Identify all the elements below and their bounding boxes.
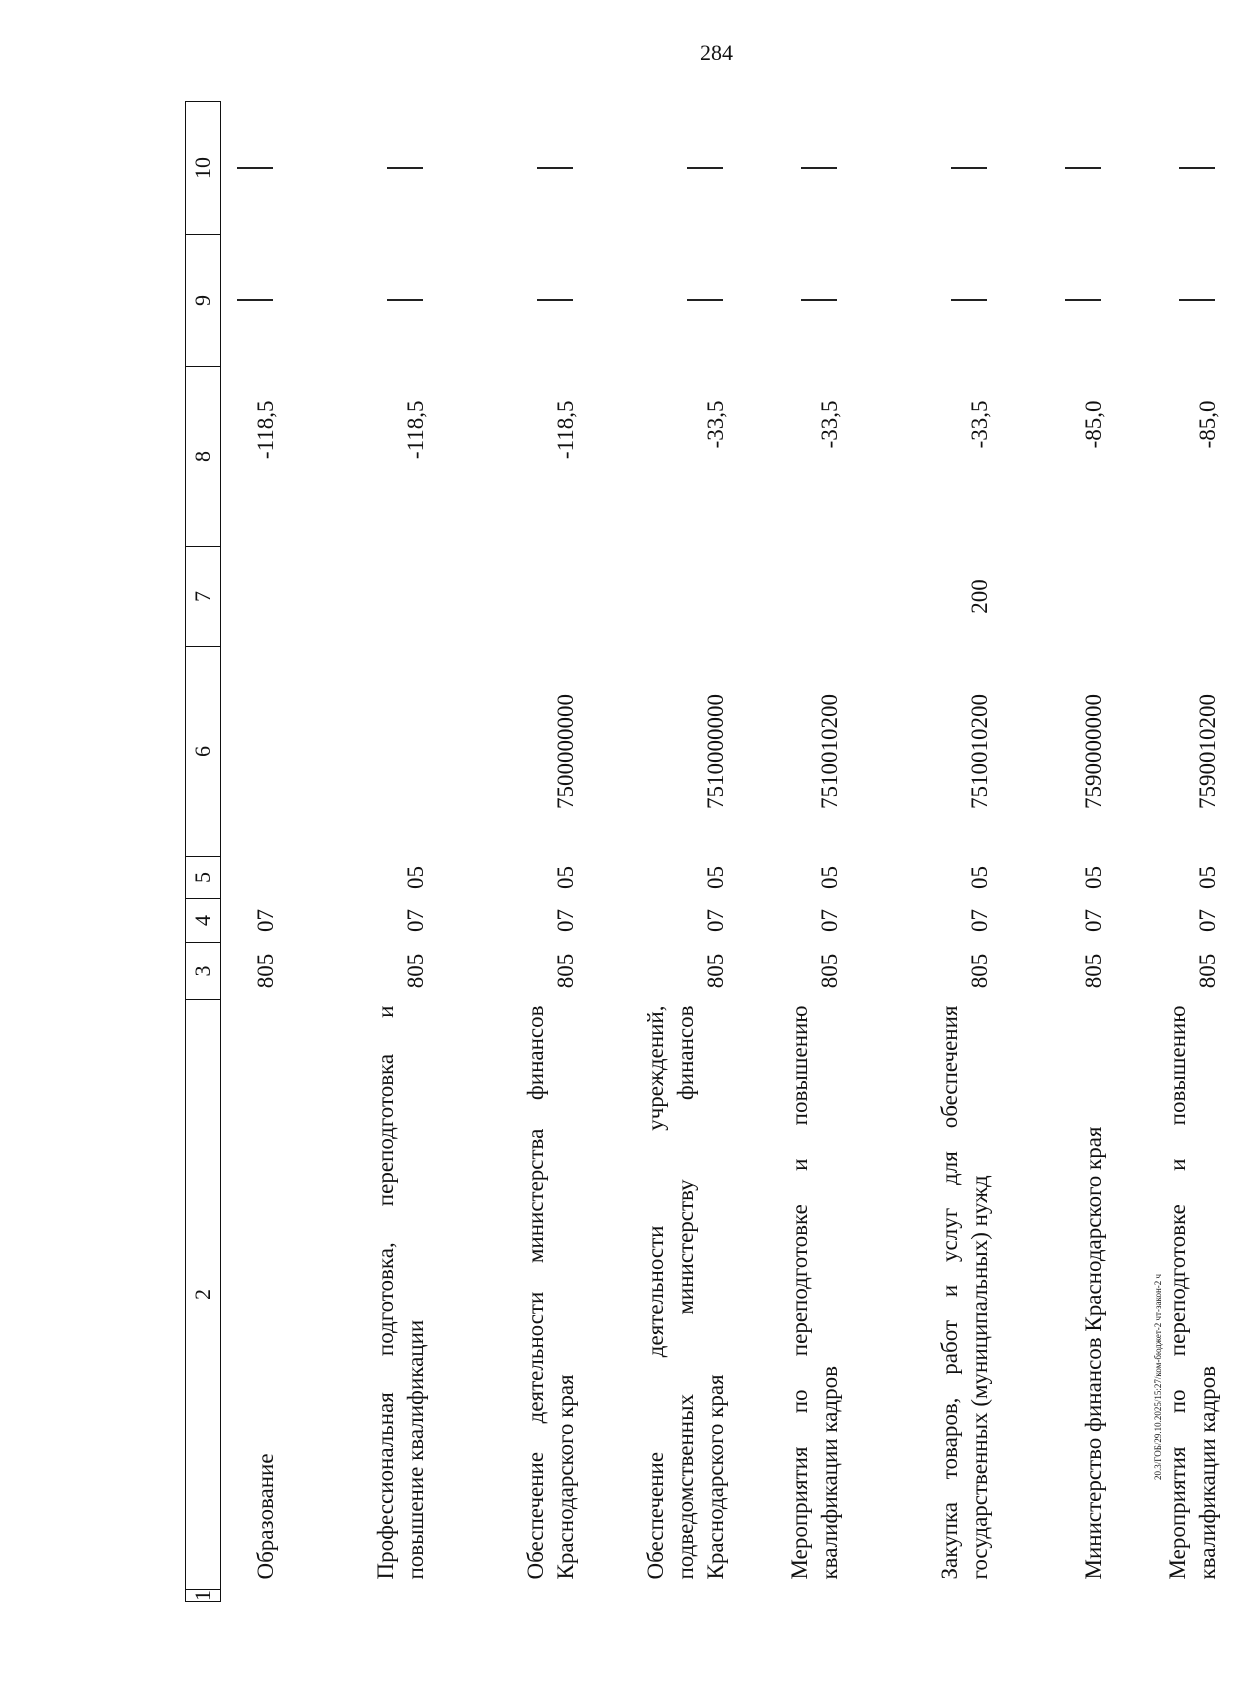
cell-c8: -118,5 — [403, 400, 429, 460]
cell-c3: 805 — [817, 953, 843, 989]
cell-c7 — [221, 547, 292, 647]
cell-c7: 200 — [967, 579, 993, 614]
col9-cell — [1005, 235, 1119, 367]
cell-c7 — [591, 547, 741, 647]
cell-c5: 05 — [817, 866, 843, 889]
cell-c6: 7510010200 — [817, 694, 843, 809]
column-header: 1 — [186, 1590, 221, 1602]
cell-c6 — [291, 647, 441, 857]
column-number-header — [186, 102, 221, 1602]
cell-c4: 07 — [253, 909, 279, 932]
cell-c7 — [1119, 547, 1233, 647]
row-name: Мероприятия по переподготовке и повышению квалификации кадров — [1165, 1005, 1221, 1580]
dash-mark — [1179, 300, 1215, 302]
table-row — [1119, 102, 1233, 1602]
cell-c5: 05 — [967, 866, 993, 889]
col9-cell — [591, 235, 741, 367]
rotated-budget-table — [185, 102, 1221, 1602]
dash-mark — [537, 167, 573, 169]
col10-cell — [591, 102, 741, 235]
col10-cell — [221, 102, 292, 235]
col9-cell — [291, 235, 441, 367]
table-row — [741, 102, 855, 1602]
dash-mark — [537, 300, 573, 302]
cell-c3: 805 — [403, 953, 429, 989]
row-name: Закупка товаров, работ и услуг для обеспечения государственных (муниципальных) нужд — [937, 1005, 993, 1580]
column-header: 2 — [186, 1000, 221, 1590]
dash-mark — [951, 300, 987, 302]
col10-cell — [291, 102, 441, 235]
cell-c6 — [221, 647, 292, 857]
cell-c6: 7500000000 — [553, 694, 579, 809]
row-name: Мероприятия по переподготовке и повышению квалификации кадров — [787, 1005, 843, 1580]
cell-c5: 05 — [1081, 866, 1107, 889]
column-header: 7 — [186, 547, 221, 647]
column-header: 5 — [186, 857, 221, 899]
col1-cell — [1119, 1590, 1233, 1602]
col1-cell — [741, 1590, 855, 1602]
cell-c3: 805 — [553, 953, 579, 989]
cell-c8: -33,5 — [817, 400, 843, 449]
cell-c4: 07 — [1195, 909, 1221, 932]
cell-c5: 05 — [703, 866, 729, 889]
dash-mark — [801, 167, 837, 169]
column-header: 10 — [186, 102, 221, 235]
table-body — [221, 102, 1233, 1602]
page-number: 284 — [700, 40, 733, 65]
column-header: 3 — [186, 943, 221, 1000]
row-name: Профессиональная подготовка, переподготовка и повышение квалификации — [373, 1005, 429, 1580]
column-header: 4 — [186, 899, 221, 943]
col10-cell — [741, 102, 855, 235]
dash-mark — [237, 167, 273, 169]
dash-mark — [687, 300, 723, 302]
cell-c8: -33,5 — [703, 400, 729, 449]
col9-cell — [221, 235, 292, 367]
dash-mark — [801, 300, 837, 302]
cell-c8: -85,0 — [1081, 400, 1107, 449]
dash-mark — [387, 167, 423, 169]
cell-c8: -118,5 — [553, 400, 579, 460]
row-name: Образование — [253, 1453, 279, 1580]
table-row — [855, 102, 1005, 1602]
col1-cell — [591, 1590, 741, 1602]
column-header: 6 — [186, 647, 221, 857]
col10-cell — [855, 102, 1005, 235]
row-name: Министерство финансов Краснодарского края — [1081, 1126, 1107, 1580]
col10-cell — [441, 102, 591, 235]
cell-c4: 07 — [1081, 909, 1107, 932]
dash-mark — [237, 300, 273, 302]
cell-c8: -33,5 — [967, 400, 993, 449]
cell-c6: 7590000000 — [1081, 694, 1107, 809]
dash-mark — [687, 167, 723, 169]
col1-cell — [221, 1590, 292, 1602]
cell-c3: 805 — [253, 953, 279, 989]
dash-mark — [1179, 167, 1215, 169]
col10-cell — [1119, 102, 1233, 235]
table-row — [1005, 102, 1119, 1602]
cell-c8: -85,0 — [1195, 400, 1221, 449]
col9-cell — [1119, 235, 1233, 367]
cell-c5: 05 — [553, 866, 579, 889]
cell-c5 — [221, 857, 292, 899]
row-name: Обеспечение деятельности министерства финансов Краснодарского края — [523, 1005, 579, 1580]
table-row — [441, 102, 591, 1602]
cell-c6: 7510000000 — [703, 694, 729, 809]
cell-c4: 07 — [967, 909, 993, 932]
dash-mark — [1065, 300, 1101, 302]
table-row — [221, 102, 292, 1602]
dash-mark — [951, 167, 987, 169]
budget-table — [185, 101, 1233, 1602]
cell-c6: 7510010200 — [967, 694, 993, 809]
document-code: 20.3/ГОБ/29.10.2025/15:27/ком-бюджет-2 чт-закон-2 ч — [1153, 1273, 1163, 1480]
col10-cell — [1005, 102, 1119, 235]
row-name: Обеспечение деятельности учреждений, подведомственных министерству финансов Краснодарского края — [643, 1005, 729, 1580]
cell-c7 — [291, 547, 441, 647]
cell-c7 — [741, 547, 855, 647]
cell-c5: 05 — [403, 866, 429, 889]
column-header: 8 — [186, 367, 221, 547]
cell-c4: 07 — [403, 909, 429, 932]
cell-c4: 07 — [553, 909, 579, 932]
cell-c3: 805 — [1081, 953, 1107, 989]
cell-c8: -118,5 — [253, 400, 279, 460]
cell-c3: 805 — [967, 953, 993, 989]
cell-c3: 805 — [1195, 953, 1221, 989]
col1-cell — [855, 1590, 1005, 1602]
column-header: 9 — [186, 235, 221, 367]
cell-c6: 7590010200 — [1195, 694, 1221, 809]
dash-mark — [1065, 167, 1101, 169]
col9-cell — [441, 235, 591, 367]
dash-mark — [387, 300, 423, 302]
cell-c3: 805 — [703, 953, 729, 989]
col1-cell — [291, 1590, 441, 1602]
table-row — [591, 102, 741, 1602]
col1-cell — [1005, 1590, 1119, 1602]
col9-cell — [855, 235, 1005, 367]
cell-c4: 07 — [703, 909, 729, 932]
table-row — [291, 102, 441, 1602]
cell-c7 — [1005, 547, 1119, 647]
col9-cell — [741, 235, 855, 367]
col1-cell — [441, 1590, 591, 1602]
cell-c4: 07 — [817, 909, 843, 932]
cell-c7 — [441, 547, 591, 647]
cell-c5: 05 — [1195, 866, 1221, 889]
